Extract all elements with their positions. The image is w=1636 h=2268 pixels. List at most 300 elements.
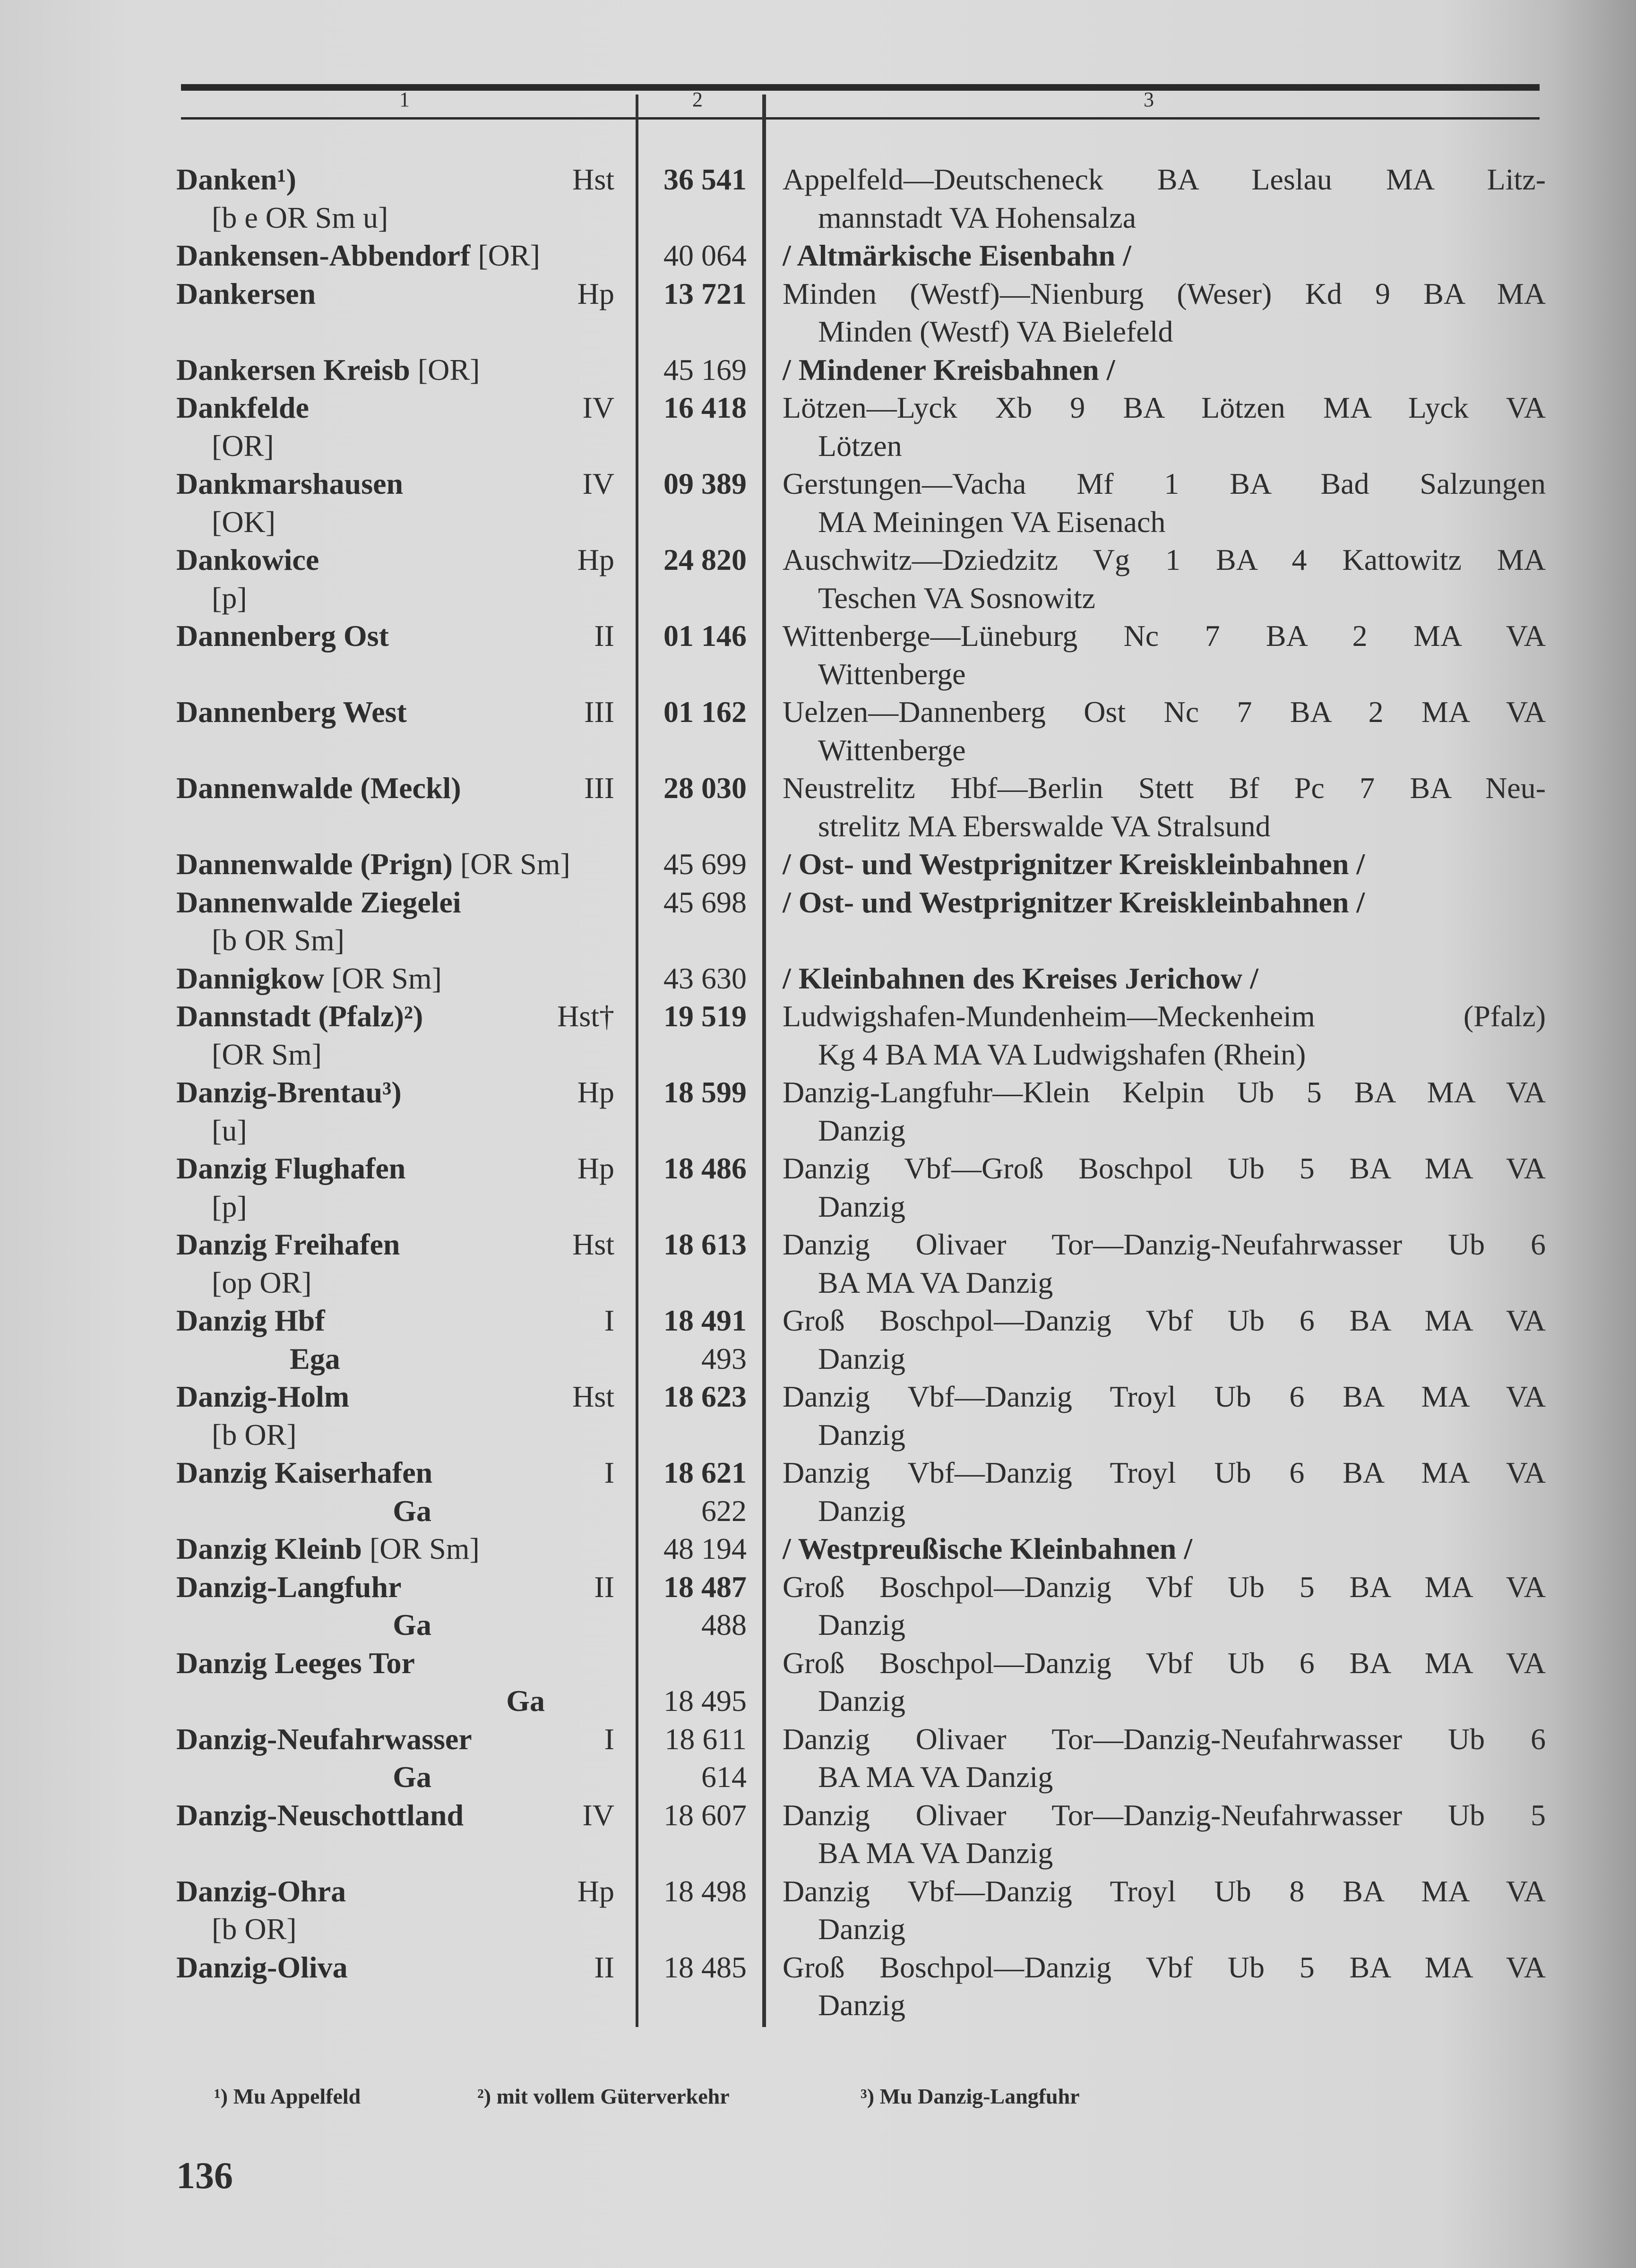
table-row <box>176 1150 1547 1226</box>
footnote-1: ¹) Mu Appelfeld <box>214 2084 361 2108</box>
station-number-cell <box>646 351 747 389</box>
route-description <box>783 960 1546 998</box>
station-name-cell <box>176 1796 517 1835</box>
route-description <box>783 769 1546 845</box>
station-class: III <box>584 695 614 729</box>
station-name-cell <box>176 997 517 1074</box>
station-number: 18 607 <box>663 1798 747 1832</box>
station-name-line <box>176 1910 517 1949</box>
route-line: Wittenberge—Lüneburg Nc 7 BA 2 MA VA <box>783 619 1546 653</box>
route-description <box>783 351 1546 389</box>
station-qualifier: [OR] <box>410 352 480 387</box>
station-qualifier: Ga <box>393 1494 431 1528</box>
station-name: Dankensen-Abbendorf <box>176 239 471 272</box>
station-number-cell <box>646 617 747 655</box>
station-number: 18 623 <box>663 1380 747 1413</box>
route-line: Danzig Vbf—Groß Boschpol Ub 5 BA MA VA <box>783 1151 1546 1185</box>
station-number-cell <box>646 960 747 998</box>
route-description <box>783 997 1546 1074</box>
station-qualifier: [u] <box>212 1113 247 1147</box>
station-number: 18 495 <box>663 1684 747 1718</box>
table-row <box>176 1226 1547 1302</box>
station-name: Danzig Hbf <box>176 1304 325 1337</box>
station-name-line <box>176 541 517 579</box>
station-class: IV <box>582 391 614 424</box>
station-class: IV <box>582 467 614 500</box>
route-line: Wittenberge <box>818 657 966 691</box>
station-class: Hst <box>572 1228 614 1261</box>
station-name: Danzig-Neuschottland <box>176 1798 464 1832</box>
station-number-cell <box>646 1226 747 1264</box>
station-qualifier: [b OR] <box>212 1912 297 1946</box>
station-name-line <box>176 237 630 275</box>
station-number: 48 194 <box>663 1532 747 1565</box>
route-line: Neustrelitz Hbf—Berlin Stett Bf Pc 7 BA Neu- <box>783 771 1546 805</box>
station-name: Dankersen <box>176 276 316 310</box>
route-line: Appelfeld—Deutscheneck BA Leslau MA Litz- <box>783 163 1546 196</box>
station-qualifier: [OR Sm] <box>362 1532 480 1565</box>
route-line: strelitz MA Eberswalde VA Stralsund <box>818 809 1271 843</box>
station-qualifier: [OK] <box>212 505 276 539</box>
station-name-cell <box>176 1150 517 1226</box>
station-name: Dankfelde <box>176 391 309 424</box>
route-line: Kg 4 BA MA VA Ludwigshafen (Rhein) <box>818 1037 1306 1071</box>
station-name-line <box>176 503 517 541</box>
station-name-line <box>176 351 630 389</box>
station-name-line <box>176 1226 517 1264</box>
table-row <box>176 845 1547 884</box>
station-number: 13 721 <box>663 276 747 310</box>
table-row <box>176 1568 1547 1644</box>
station-name: Dannenwalde (Meckl) <box>176 771 461 805</box>
station-name-line <box>176 997 517 1036</box>
station-class: I <box>604 1304 614 1337</box>
station-class: IV <box>582 1798 614 1832</box>
station-name-cell <box>176 1720 517 1796</box>
station-number-cell <box>646 237 747 275</box>
station-name-cell <box>176 1074 517 1150</box>
table-row <box>176 693 1547 769</box>
table-row <box>176 997 1547 1074</box>
route-description <box>783 1226 1546 1302</box>
station-qualifier: Ga <box>393 1608 431 1641</box>
station-table <box>176 161 1547 2025</box>
station-name-line <box>176 1036 517 1074</box>
station-name-cell <box>176 1568 517 1644</box>
station-name: Dankersen Kreisb <box>176 352 410 387</box>
station-name: Danzig-Neufahrwasser <box>176 1722 472 1756</box>
route-line: Gerstungen—Vacha Mf 1 BA Bad Salzungen <box>783 467 1546 500</box>
station-number-cell <box>646 465 747 503</box>
table-row <box>176 1720 1547 1796</box>
route-description <box>783 161 1546 237</box>
station-number: 16 418 <box>663 391 747 424</box>
station-class: Hst <box>572 163 614 196</box>
station-class: II <box>594 619 614 653</box>
station-name-line <box>176 884 630 922</box>
station-name-cell <box>176 1530 630 1568</box>
station-name-cell <box>176 237 630 275</box>
station-name: Dannenberg Ost <box>176 619 389 653</box>
station-class: II <box>594 1570 614 1604</box>
station-name-cell <box>176 275 517 313</box>
route-description <box>783 845 1546 884</box>
station-name: Danken¹) <box>176 163 296 196</box>
station-number: 01 146 <box>663 619 747 653</box>
station-name: Danzig-Langfuhr <box>176 1570 402 1604</box>
station-name: Danzig Leeges Tor <box>176 1646 415 1680</box>
column-header-3: 3 <box>1144 88 1154 111</box>
station-name-cell <box>176 1226 517 1302</box>
station-name-cell <box>176 465 517 541</box>
station-name-line <box>176 921 630 960</box>
route-description <box>783 1150 1546 1226</box>
route-description <box>783 1530 1546 1568</box>
station-name-line <box>176 579 517 618</box>
route-line: Danzig Olivaer Tor—Danzig-Neufahrwasser Ub 6 <box>783 1722 1546 1756</box>
station-number: 614 <box>701 1760 747 1794</box>
station-number-cell <box>646 161 747 199</box>
station-name: Danzig Freihafen <box>176 1228 400 1261</box>
station-number: 18 485 <box>663 1950 747 1984</box>
station-name-line <box>176 1873 517 1911</box>
station-name: Dankmarshausen <box>176 467 404 500</box>
station-qualifier: [op OR] <box>212 1265 312 1299</box>
table-row <box>176 1644 1547 1720</box>
station-number: 18 491 <box>663 1304 747 1337</box>
table-row <box>176 541 1547 617</box>
station-class: Hp <box>577 1151 614 1185</box>
station-name-cell <box>176 1949 517 1987</box>
station-number-cell <box>646 1530 747 1568</box>
station-number-cell <box>646 389 747 427</box>
route-line: BA MA VA Danzig <box>818 1265 1053 1299</box>
route-line: Danzig <box>818 1113 905 1147</box>
station-class: Hp <box>577 1874 614 1908</box>
station-qualifier: [p] <box>212 1189 247 1223</box>
station-name-line <box>176 1340 517 1378</box>
station-number-cell <box>646 1150 747 1188</box>
table-row <box>176 617 1547 693</box>
station-name-cell <box>176 389 517 465</box>
station-class: III <box>584 771 614 805</box>
station-name: Dannigkow <box>176 961 324 995</box>
station-name-line <box>176 389 517 427</box>
route-line: / Mindener Kreisbahnen / <box>783 352 1115 387</box>
station-class: II <box>594 1950 614 1984</box>
station-name: Danzig-Ohra <box>176 1874 346 1908</box>
route-line: Groß Boschpol—Danzig Vbf Ub 5 BA MA VA <box>783 1570 1546 1604</box>
station-qualifier: [b OR Sm] <box>212 923 344 957</box>
station-name-line <box>176 1568 517 1606</box>
station-class: Hp <box>577 1075 614 1109</box>
route-description <box>783 237 1546 275</box>
route-line: / Altmärkische Eisenbahn / <box>783 239 1131 272</box>
footnote-3: ³) Mu Danzig-Langfuhr <box>861 2084 1080 2108</box>
station-name-line <box>176 465 517 503</box>
station-number: 01 162 <box>663 695 747 729</box>
station-qualifier: Ga <box>393 1760 431 1794</box>
station-number: 18 487 <box>663 1570 747 1604</box>
route-line: / Ost- und Westprignitzer Kreiskleinbahnen / <box>783 885 1365 919</box>
station-number-cell <box>646 1302 747 1378</box>
station-name-line <box>176 960 630 998</box>
route-description <box>783 1568 1546 1644</box>
table-row <box>176 1454 1547 1530</box>
station-name-line <box>176 1796 517 1835</box>
station-number: 40 064 <box>663 239 747 272</box>
station-qualifier: [p] <box>212 581 247 615</box>
station-name-line <box>176 1188 517 1226</box>
table-row <box>176 1949 1547 2025</box>
station-name-line <box>176 1644 630 1683</box>
station-name-line <box>176 1264 517 1302</box>
station-name-line <box>176 1150 517 1188</box>
route-line: MA Meiningen VA Eisenach <box>818 505 1166 539</box>
table-row <box>176 884 1547 960</box>
station-name: Dannstadt (Pfalz)²) <box>176 999 423 1033</box>
station-number: 43 630 <box>663 961 747 995</box>
route-line: Auschwitz—Dziedzitz Vg 1 BA 4 Kattowitz MA <box>783 543 1546 576</box>
station-name-cell <box>176 884 630 960</box>
table-row <box>176 1378 1547 1454</box>
route-line: Wittenberge <box>818 733 966 767</box>
station-name-line <box>176 1454 517 1492</box>
station-number-cell <box>646 693 747 731</box>
route-line: Danzig <box>818 1988 905 2022</box>
header-thin-rule <box>181 117 1540 120</box>
station-class: I <box>604 1722 614 1756</box>
table-row <box>176 769 1547 845</box>
route-description <box>783 275 1546 351</box>
route-line: Danzig <box>818 1418 905 1452</box>
route-line: Danzig <box>818 1608 905 1641</box>
station-number: 09 389 <box>663 467 747 500</box>
route-description <box>783 1454 1546 1530</box>
table-row <box>176 275 1547 351</box>
station-number-cell <box>646 1873 747 1911</box>
table-row <box>176 1530 1547 1568</box>
route-line: Uelzen—Dannenberg Ost Nc 7 BA 2 MA VA <box>783 695 1546 729</box>
station-number-cell <box>646 1949 747 1987</box>
station-name-cell <box>176 1644 630 1720</box>
station-number: 24 820 <box>663 543 747 576</box>
station-name-line <box>176 1302 517 1340</box>
route-line: Danzig <box>818 1684 905 1718</box>
route-description <box>783 1949 1546 2025</box>
station-name-line <box>176 1074 517 1112</box>
column-header-2: 2 <box>692 88 703 111</box>
table-row <box>176 1796 1547 1873</box>
station-name-line <box>176 1112 517 1150</box>
station-name: Dannenwalde Ziegelei <box>176 885 461 919</box>
route-description <box>783 617 1546 693</box>
station-name: Danzig-Brentau³) <box>176 1075 402 1109</box>
station-name-line <box>176 275 517 313</box>
table-row <box>176 1074 1547 1150</box>
station-name-line <box>176 1758 517 1796</box>
route-line: Danzig Olivaer Tor—Danzig-Neufahrwasser Ub 6 <box>783 1228 1546 1261</box>
station-number-cell <box>646 1074 747 1112</box>
station-name-line <box>176 1606 517 1644</box>
station-name-line <box>176 1720 517 1759</box>
route-description <box>783 541 1546 617</box>
station-name-cell <box>176 1454 517 1530</box>
station-qualifier: [OR Sm] <box>324 961 442 995</box>
station-number-cell <box>646 845 747 884</box>
station-name-line <box>176 1949 517 1987</box>
station-class: Hst† <box>557 999 614 1033</box>
route-description <box>783 1644 1546 1720</box>
route-line: BA MA VA Danzig <box>818 1760 1053 1794</box>
station-name-line <box>176 769 517 808</box>
station-name: Dankowice <box>176 543 319 576</box>
route-line: Minden (Westf)—Nienburg (Weser) Kd 9 BA MA <box>783 276 1546 310</box>
route-line: Danzig <box>818 1494 905 1528</box>
table-row <box>176 465 1547 541</box>
route-description <box>783 1796 1546 1873</box>
table-row <box>176 1302 1547 1378</box>
station-name-line <box>176 427 517 465</box>
station-name: Danzig Flughafen <box>176 1151 406 1185</box>
route-line: Groß Boschpol—Danzig Vbf Ub 6 BA MA VA <box>783 1646 1546 1680</box>
station-qualifier: [OR] <box>470 239 540 272</box>
station-qualifier: [OR Sm] <box>452 847 570 881</box>
table-row <box>176 960 1547 998</box>
station-qualifier: [OR] <box>212 429 274 463</box>
route-line: mannstadt VA Hohensalza <box>818 200 1137 234</box>
station-number-cell <box>646 1720 747 1796</box>
station-qualifier: Ega <box>290 1341 340 1375</box>
station-number-cell <box>646 769 747 808</box>
route-line: Danzig <box>818 1912 905 1946</box>
footnote-2: ²) mit vollem Güterverkehr <box>477 2084 730 2108</box>
station-number-cell <box>646 997 747 1036</box>
route-line: Teschen VA Sosnowitz <box>818 581 1095 615</box>
station-name: Danzig-Holm <box>176 1380 350 1413</box>
station-number: 18 498 <box>663 1874 747 1908</box>
station-number: 622 <box>701 1494 747 1528</box>
station-number-cell <box>646 1378 747 1416</box>
station-qualifier: [OR Sm] <box>212 1037 322 1071</box>
route-line: Danzig Vbf—Danzig Troyl Ub 8 BA MA VA <box>783 1874 1546 1908</box>
station-class: Hp <box>577 543 614 576</box>
route-description <box>783 1378 1546 1454</box>
station-name-line <box>176 1378 517 1416</box>
route-line: / Kleinbahnen des Kreises Jerichow / <box>783 961 1258 995</box>
station-number: 18 611 <box>664 1722 747 1756</box>
route-description <box>783 465 1546 541</box>
route-description <box>783 1302 1546 1378</box>
station-number-cell <box>646 541 747 579</box>
station-name-cell <box>176 161 517 237</box>
station-number: 19 519 <box>663 999 747 1033</box>
station-number: 18 621 <box>663 1456 747 1489</box>
header-thick-rule <box>181 84 1540 91</box>
column-header-1: 1 <box>399 88 410 111</box>
route-line: Lötzen—Lyck Xb 9 BA Lötzen MA Lyck VA <box>783 391 1546 424</box>
route-line: Danzig <box>818 1189 905 1223</box>
station-number <box>646 1644 747 1683</box>
station-number: 18 486 <box>663 1151 747 1185</box>
station-number: 45 699 <box>663 847 747 881</box>
station-name: Danzig Kaiserhafen <box>176 1456 433 1489</box>
route-line: / Westpreußische Kleinbahnen / <box>783 1532 1193 1565</box>
station-number: 493 <box>701 1341 747 1375</box>
station-name-cell <box>176 1302 517 1378</box>
station-name-line <box>176 199 517 237</box>
route-description <box>783 884 1546 922</box>
station-name-cell <box>176 960 630 998</box>
route-line: BA MA VA Danzig <box>818 1836 1053 1870</box>
route-line: Minden (Westf) VA Bielefeld <box>818 315 1173 348</box>
station-name: Dannenberg West <box>176 695 407 729</box>
route-line: Groß Boschpol—Danzig Vbf Ub 5 BA MA VA <box>783 1950 1546 1984</box>
route-line: Lötzen <box>818 429 902 463</box>
route-description <box>783 389 1546 465</box>
station-name-line <box>176 1492 517 1530</box>
station-number-cell <box>646 884 747 922</box>
station-number-cell <box>646 1644 747 1720</box>
station-number: 45 169 <box>663 352 747 387</box>
station-number: 18 599 <box>663 1075 747 1109</box>
station-name: Dannenwalde (Prign) <box>176 847 453 881</box>
route-description <box>783 1074 1546 1150</box>
table-row <box>176 161 1547 237</box>
station-name-line <box>176 617 517 655</box>
station-name-cell <box>176 769 517 808</box>
route-line: Danzig Vbf—Danzig Troyl Ub 6 BA MA VA <box>783 1456 1546 1489</box>
station-name: Danzig-Oliva <box>176 1950 348 1984</box>
station-name: Danzig Kleinb <box>176 1532 362 1565</box>
station-name-cell <box>176 541 517 617</box>
route-line: / Ost- und Westprignitzer Kreiskleinbahnen / <box>783 847 1365 881</box>
route-line: Groß Boschpol—Danzig Vbf Ub 6 BA MA VA <box>783 1304 1546 1337</box>
station-name-line <box>176 1682 630 1720</box>
table-row <box>176 237 1547 275</box>
station-number: 28 030 <box>663 771 747 805</box>
route-description <box>783 1720 1546 1796</box>
route-line: Danzig Olivaer Tor—Danzig-Neufahrwasser Ub 5 <box>783 1798 1546 1832</box>
route-line: Danzig Vbf—Danzig Troyl Ub 6 BA MA VA <box>783 1380 1546 1413</box>
route-description <box>783 1873 1546 1949</box>
table-row <box>176 351 1547 389</box>
station-qualifier: Ga <box>506 1684 545 1718</box>
station-name-line <box>176 845 630 884</box>
station-class: I <box>604 1456 614 1489</box>
station-name-line <box>176 161 517 199</box>
station-name-line <box>176 1416 517 1454</box>
table-row <box>176 1873 1547 1949</box>
station-name-cell <box>176 1378 517 1454</box>
route-line: Danzig <box>818 1341 905 1375</box>
route-description <box>783 693 1546 769</box>
table-row <box>176 389 1547 465</box>
station-qualifier: [b e OR Sm u] <box>212 200 388 234</box>
station-number: 45 698 <box>663 885 747 919</box>
station-qualifier: [b OR] <box>212 1418 297 1452</box>
station-number-cell <box>646 1796 747 1835</box>
page-number: 136 <box>176 2155 233 2197</box>
station-name-line <box>176 1530 630 1568</box>
station-number-cell <box>646 1454 747 1530</box>
station-number: 36 541 <box>663 163 747 196</box>
station-name-cell <box>176 693 517 731</box>
station-name-cell <box>176 617 517 655</box>
station-class: Hst <box>572 1380 614 1413</box>
route-line: Danzig-Langfuhr—Klein Kelpin Ub 5 BA MA VA <box>783 1075 1546 1109</box>
route-line: Ludwigshafen-Mundenheim—Meckenheim (Pfalz) <box>783 999 1546 1033</box>
